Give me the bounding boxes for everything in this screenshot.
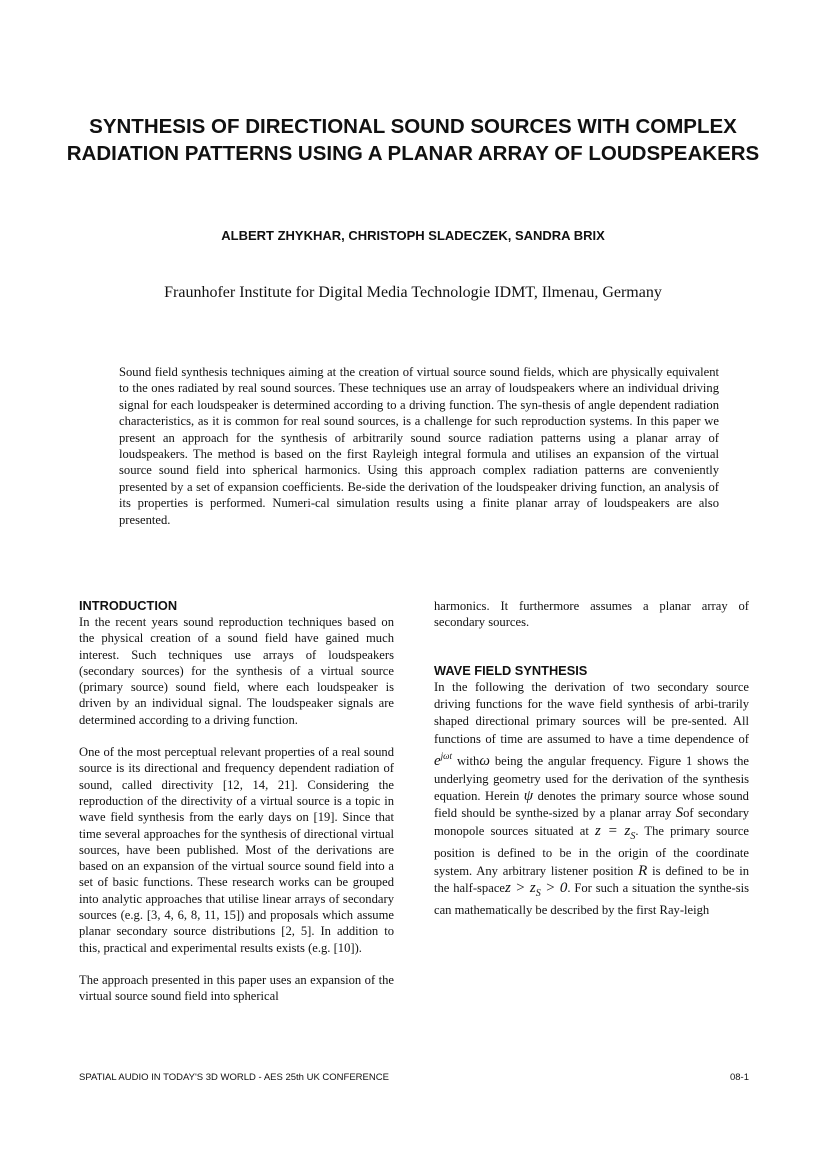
paper-title: SYNTHESIS OF DIRECTIONAL SOUND SOURCES WITH COMPLEX RADIATION PATTERNS USING A PLANAR ARRAY OF LOUDSPEAKERS bbox=[66, 115, 760, 165]
psi-symbol: ψ bbox=[523, 788, 534, 805]
page-number: 08-1 bbox=[729, 1072, 749, 1083]
intro-paragraph-3: The approach presented in this paper uses an expansion of the virtual source sound field into spherical bbox=[79, 972, 394, 1004]
wfs-text-1: In the following the derivation of two secondary source driving functions for the wave field synthesis of arbi-trarily shaped directional primary sources will be pre-sented. All functions of time are assumed to have a time dependence of bbox=[434, 679, 749, 746]
wfs-paragraph bbox=[434, 679, 749, 920]
wfs-text-4: denotes the primary source whose sound field should be synthe-sized by a planar array bbox=[434, 789, 749, 821]
equation-plane: $z = z_S$ bbox=[595, 822, 636, 842]
omega-symbol: ω bbox=[479, 753, 490, 770]
listener-symbol: R bbox=[638, 862, 648, 879]
footer-conference: SPATIAL AUDIO IN TODAY'S 3D WORLD - AES 25th UK CONFERENCE bbox=[79, 1072, 389, 1083]
wfs-text-5: of secondary monopole sources situated at bbox=[434, 806, 749, 838]
exp-term: $e^{j\omega t}$ bbox=[434, 751, 453, 770]
right-column bbox=[434, 598, 749, 920]
intro-paragraph-3-continued: harmonics. It furthermore assumes a planar array of secondary sources. bbox=[434, 599, 749, 630]
left-column bbox=[79, 598, 394, 1005]
wfs-text-6: . The primary source position is defined to be in the origin of the coordinate system. Any arbitrary listener position bbox=[434, 823, 750, 878]
wfs-text-3: being the angular frequency. Figure 1 shows the underlying geometry used for the derivation of the synthesis equation. Herein bbox=[434, 754, 749, 804]
wfs-text-7: is defined to be in the half-space bbox=[434, 863, 749, 896]
intro-paragraph-1: In the recent years sound reproduction techniques based on the physical creation of a sound field have gained much interest. Such techniques use arrays of loudspeakers (secondary sources) for the synthesis of a virtual source (primary source) sound field, where each loudspeaker is driven by an individual signal. The loudspeaker signals are determined according to a driving function. bbox=[79, 615, 394, 727]
introduction-heading: INTRODUCTION bbox=[79, 598, 178, 613]
equation-halfspace: $z > z_S > 0$ bbox=[505, 880, 568, 900]
intro-paragraph-2: One of the most perceptual relevant properties of a real sound source is its directional and frequency dependent radiation of sound, called directivity [12, 14, 21]. Considering the reproduction of the directivity of a virtual source is a topic in wave field synthesis from the early days on [19]. Since that time several approaches for the synthesis of directional virtual sources, have been published. Most of the derivations are based on an expansion of the virtual source sound field into a set of basic functions. These research works can be grouped into analytic approaches that utilise linear arrays of secondary sources (e.g. [3, 4, 6, 8, 11, 15]) and proposals which assume planar secondary source distributions [2, 5]. In addition to this, practical and experimental results exists (e.g. [10]). bbox=[79, 745, 394, 955]
wfs-paragraph-text bbox=[434, 679, 749, 920]
paper-affiliation: Fraunhofer Institute for Digital Media Technologie IDMT, Ilmenau, Germany bbox=[164, 284, 662, 301]
abstract: Sound field synthesis techniques aiming at the creation of virtual source sound fields, which are physically equivalent to the ones radiated by real sound sources. These techniques use an array of loudspeakers where an individual driving signal for each loudspeaker is determined according to a driving function. The syn-thesis of angle dependent radiation characteristics, as it is common for real sound sources, is a challenge for such reproduction systems. In this paper we present an approach for the synthesis of arbitrarily sound source radiation patterns using a planar array of loudspeakers. The method is based on the first Rayleigh integral formula and utilises an expansion of the virtual source sound field into spherical harmonics. Using this approach complex radiation patterns are conveniently presented by a set of expansion coefficients. Be-side the derivation of the loudspeaker driving function, an analysis of its properties is performed. Numeri-cal simulation results using a finite planar array of loudspeakers are also presented. bbox=[119, 365, 719, 527]
wfs-text-8: . For such a situation the synthe-sis can mathematically be described by the first Ray-leigh bbox=[434, 881, 750, 918]
wfs-text-2: with bbox=[456, 754, 480, 769]
array-symbol: S bbox=[675, 805, 684, 822]
wfs-heading: WAVE FIELD SYNTHESIS bbox=[434, 662, 588, 678]
paper-authors: ALBERT ZHYKHAR, CHRISTOPH SLADECZEK, SANDRA BRIX bbox=[221, 228, 605, 243]
